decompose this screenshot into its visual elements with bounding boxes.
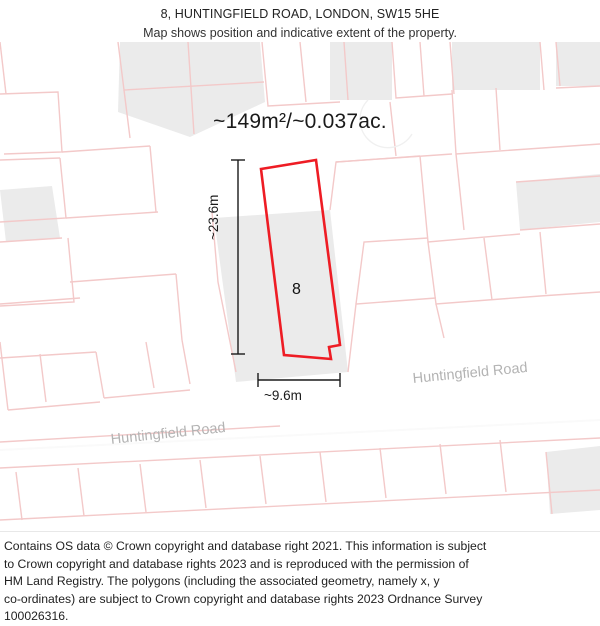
horizontal-dimension-label: ~9.6m: [264, 388, 302, 403]
road-lines: [0, 420, 600, 450]
footer-line: HM Land Registry. The polygons (including the associated geometry, namely x, y: [4, 574, 440, 589]
area-label: ~149m²/~0.037ac.: [213, 110, 387, 133]
header: [0, 0, 600, 41]
road-label-huntingfield-road-west: Huntingfield Road: [110, 419, 227, 448]
page-subtitle: Map shows position and indicative extent of the property.: [143, 26, 457, 40]
road-label-huntingfield-road-east: Huntingfield Road: [412, 359, 529, 387]
copyright-footer: [0, 532, 600, 626]
map-canvas[interactable]: [0, 42, 600, 532]
footer-line: Contains OS data © Crown copyright and database right 2021. This information is subject: [4, 539, 487, 553]
footer-line: to Crown copyright and database rights 2023 and is reproduced with the permission of: [4, 556, 469, 571]
footer-line: 100026316.: [4, 609, 69, 624]
footer-line: co-ordinates) are subject to Crown copyright and database rights 2023 Ordnance Survey: [4, 591, 483, 606]
vertical-dimension-label: ~23.6m: [206, 194, 221, 240]
page-title: 8, HUNTINGFIELD ROAD, LONDON, SW15 5HE: [160, 7, 440, 21]
plot-number-label: 8: [292, 281, 301, 298]
